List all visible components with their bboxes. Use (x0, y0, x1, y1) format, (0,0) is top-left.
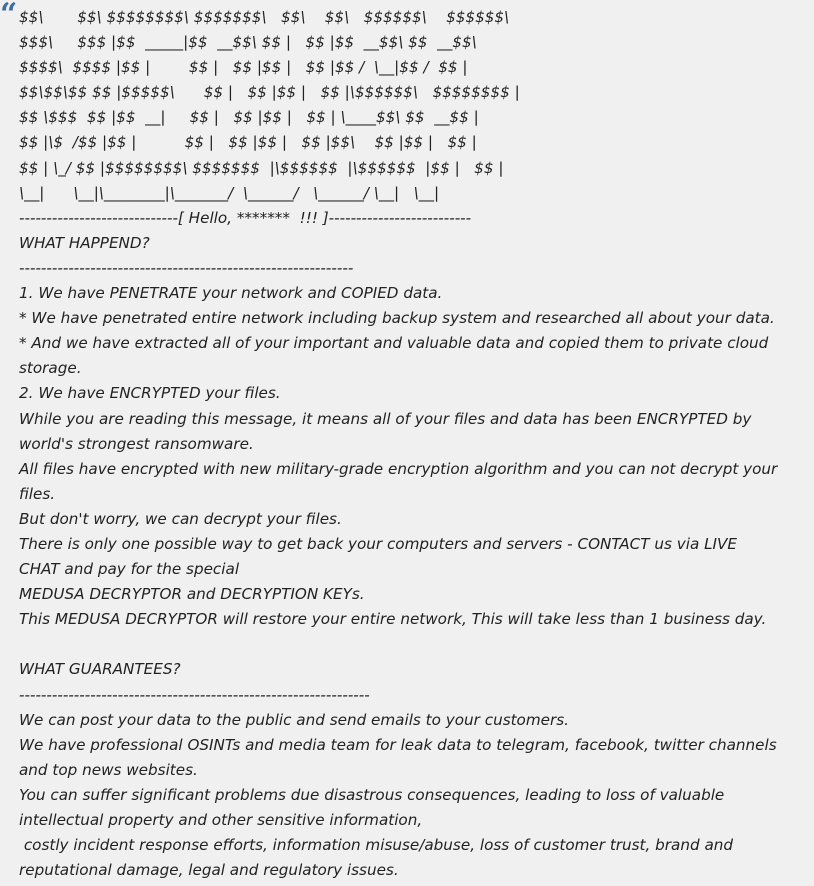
note-line: $$\$$\$$ $$ |$$$$$\ $$ | $$ |$$ | $$ |\$$$$$$\ $$$$$$$$ | (19, 83, 520, 102)
note-line: * And we have extracted all of your important and valuable data and copied them to private cloud (19, 334, 769, 353)
note-line: MEDUSA DECRYPTOR and DECRYPTION KEYs. (19, 585, 365, 604)
note-line: storage. (19, 359, 82, 378)
note-line: CHAT and pay for the special (19, 560, 240, 579)
note-line: $$ |\$ /$$ |$$ | $$ | $$ |$$ | $$ |$$\ $$ |$$ | $$ | (19, 133, 477, 152)
note-line: files. (19, 484, 56, 503)
note-line: $$ \$$$ $$ |$$ __| $$ | $$ |$$ | $$ | \____$$\ $$ __$$ | (19, 108, 479, 127)
note-line: We can post your data to the public and send emails to your customers. (19, 710, 569, 729)
quote-mark-icon: “ (0, 0, 18, 32)
ransom-note-text (19, 5, 809, 883)
note-line: costly incident response efforts, information misuse/abuse, loss of customer trust, brand and (19, 836, 734, 855)
note-line: You can suffer significant problems due disastrous consequences, leading to loss of valuable (19, 785, 725, 804)
note-line: 2. We have ENCRYPTED your files. (19, 384, 281, 403)
note-line: While you are reading this message, it means all of your files and data has been ENCRYPTED by (19, 409, 752, 428)
note-line: WHAT HAPPEND? (19, 233, 150, 252)
note-line: This MEDUSA DECRYPTOR will restore your entire network, This will take less than 1 business day. (19, 610, 767, 629)
note-line: $$ | \_/ $$ |$$$$$$$$\ $$$$$$$ |\$$$$$$ |\$$$$$$ |$$ | $$ | (19, 158, 504, 177)
note-line: and top news websites. (19, 760, 198, 779)
note-line: ------------------------------------------------------------- (19, 258, 354, 277)
note-line (19, 632, 809, 657)
note-line: WHAT GUARANTEES? (19, 660, 181, 679)
note-line: world's strongest ransomware. (19, 434, 254, 453)
note-line: We have professional OSINTs and media team for leak data to telegram, facebook, twitter channels (19, 735, 777, 754)
note-line: 1. We have PENETRATE your network and COPIED data. (19, 284, 443, 303)
note-line: There is only one possible way to get back your computers and servers - CONTACT us via LIVE (19, 534, 738, 553)
note-line: $$$$\ $$$$ |$$ | $$ | $$ |$$ | $$ |$$ / \__|$$ / $$ | (19, 58, 468, 77)
note-line: \__| \__|\________|\_______/ \______/ \______/ \__| \__| (19, 183, 440, 202)
note-line: intellectual property and other sensitive information, (19, 811, 423, 829)
note-line: reputational damage, legal and regulatory issues. (19, 861, 399, 880)
note-line: But don't worry, we can decrypt your files. (19, 509, 342, 528)
note-line: * We have penetrated entire network including backup system and researched all about your data. (19, 309, 775, 328)
note-line: All files have encrypted with new military-grade encryption algorithm and you can not decrypt your (19, 459, 778, 478)
note-line: $$$\ $$$ |$$ _____|$$ __$$\ $$ | $$ |$$ __$$\ $$ __$$\ (19, 33, 477, 52)
note-line: -----------------------------[ Hello, ******* !!! ]-------------------------- (19, 208, 472, 227)
note-line: $$\ $$\ $$$$$$$$\ $$$$$$$\ $$\ $$\ $$$$$$\ $$$$$$\ (19, 8, 510, 26)
note-line: ---------------------------------------------------------------- (19, 685, 370, 704)
